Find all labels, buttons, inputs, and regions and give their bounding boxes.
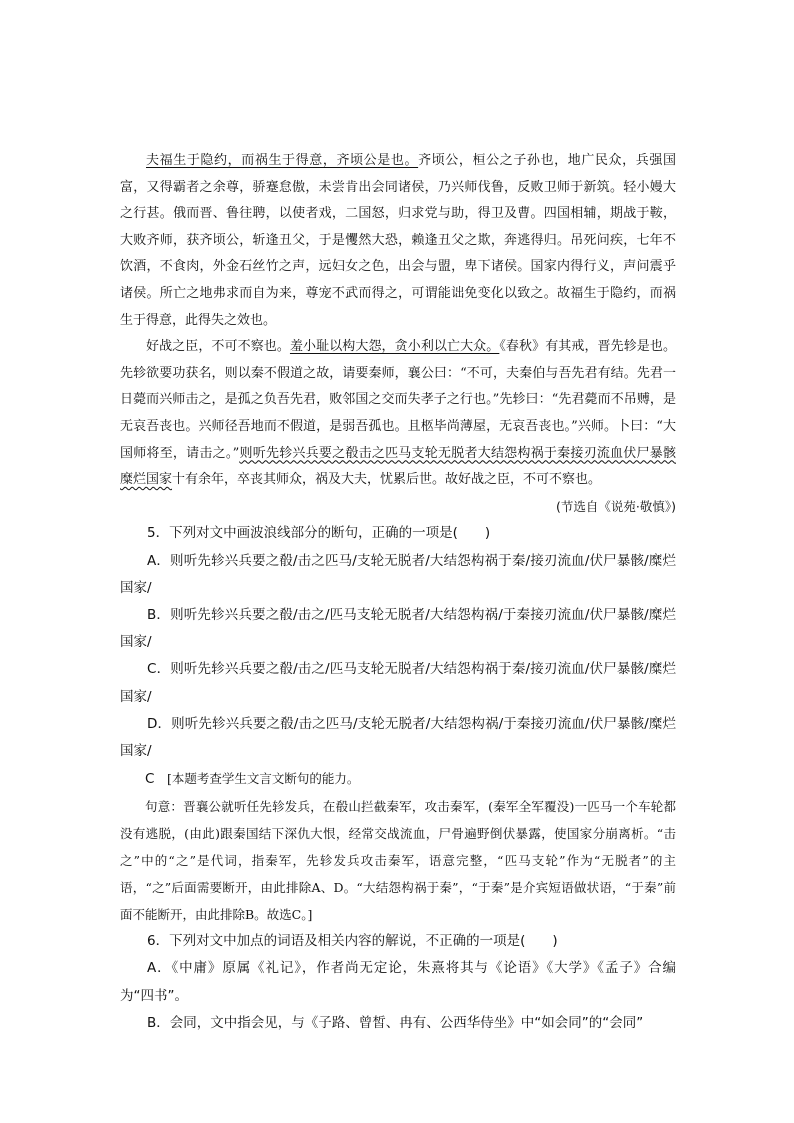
- passage-text: 十有余年，卒丧其师众，祸及大夫，忧累后世。故好战之臣，不可不察也。: [172, 472, 602, 488]
- answer-note: [本题考查学生文言文断句的能力。: [166, 771, 360, 787]
- passage-paragraph-2: [120, 334, 676, 494]
- passage-paragraph-1: [120, 148, 676, 334]
- question-6-stem: 6．下列对文中加点的词语及相关内容的解说，不正确的一项是( ): [147, 933, 558, 950]
- question-5-option-a: A．则听先轸兴兵要之殽/击之匹马/支轮无脱者/大结怨构祸于秦/接刃流血/伏尸暴骸/糜烂国家/: [120, 552, 676, 596]
- document-body: [120, 148, 676, 1037]
- passage-text: 好战之臣，不可不察也。: [146, 339, 290, 355]
- question-5-option-b: B．则听先轸兴兵要之殽/击之/匹马支轮无脱者/大结怨构祸/于秦接刃流血/伏尸暴骸/糜烂国家/: [120, 606, 676, 651]
- question-5-option-d: D．则听先轸兴兵要之殽/击之匹马/支轮无脱者/大结怨构祸/于秦接刃流血/伏尸暴骸/糜烂国家/: [120, 715, 676, 759]
- question-6-option-b: B．会同，文中指会见，与《子路、曾皙、冉有、公西华侍坐》中“如会同”的“会同”: [147, 1014, 644, 1031]
- question-6-option-a: A．《中庸》原属《礼记》，作者尚无定论，朱熹将其与《论语》《大学》《孟子》合编为“四书”。: [120, 960, 676, 1004]
- underlined-sentence: 夫福生于隐约，而祸生于得意，齐顷公是也。: [146, 153, 419, 168]
- passage-source: (节选自《说苑·敬慎》): [556, 498, 676, 514]
- answer-letter: C: [145, 771, 155, 788]
- question-5-explanation: 句意：晋襄公就听任先轸发兵，在殽山拦截秦军，攻击秦军，(秦军全军覆没)一匹马一个车轮都没有逃脱，(由此)跟秦国结下深仇大恨，经常交战流血，尸骨遍野倒伏暴露，使国家分崩离析。“击之”中的“之”是代词，指秦军，先轸发兵攻击秦军，语意完整，“匹马支轮”作为“无脱者”的主语，“之”后面需要断开，由此排除A、D。“大结怨构祸于秦”，“于秦”是介宾短语做状语，“于秦”前面不能断开，由此排除B。故选C。]: [120, 799, 676, 923]
- question-5-option-c: C．则听先轸兴兵要之殽/击之/匹马支轮无脱者/大结怨构祸于秦/接刃流血/伏尸暴骸/糜烂国家/: [120, 661, 676, 705]
- passage-text: 齐顷公，桓公之子孙也，地广民众，兵强国富，又得霸者之余尊，骄蹇怠傲，未尝肯出会同诸侯，乃兴师伐鲁，反败卫师于新筑。轻小嫚大之行甚。俄而晋、鲁往聘，以使者戏，二国怒，归求党与助，得卫及曹。四国相辅，期战于鞍，大败齐师，获齐顷公，斩逢丑父，于是戄然大恐，赖逢丑父之欺，奔逃得归。吊死问疾，七年不饮酒，不食肉，外金石丝竹之声，远妇女之色，出会与盟，卑下诸侯。国家内得行义，声问震乎诸侯。所亡之地弗求而自为来，尊宠不武而得之，可谓能诎免变化以致之。故福生于隐约，而祸生于得意，此得失之效也。: [120, 153, 676, 328]
- wavy-underlined-sentence: 则听先轸兴兵要之殽击之匹马支轮无脱者大结怨构祸于秦接刃流血伏尸暴骸糜烂国家: [120, 445, 676, 488]
- underlined-sentence: 羞小耻以构大怨，贪小利以亡大众。: [289, 339, 500, 355]
- question-5-stem: 5．下列对文中画波浪线部分的断句，正确的一项是( ): [147, 525, 491, 542]
- passage-text: 《春秋》有其戒，晋先轸是也。先轸欲要功获名，则以秦不假道之故，请要秦师，襄公曰：“不可，夫秦伯与吾先君有结。先君一日薨而兴师击之，是孤之负吾先君，败邻国之交而失孝子之行也。”先轸曰：“先君薨而不吊赙，是无哀吾丧也。兴师径吾地而不假道，是弱吾孤也。且柩毕尚薄屋，无哀吾丧也。”兴师。卜曰：“大国师将至，请击之。”: [120, 339, 676, 461]
- question-5-answer: [120, 765, 676, 793]
